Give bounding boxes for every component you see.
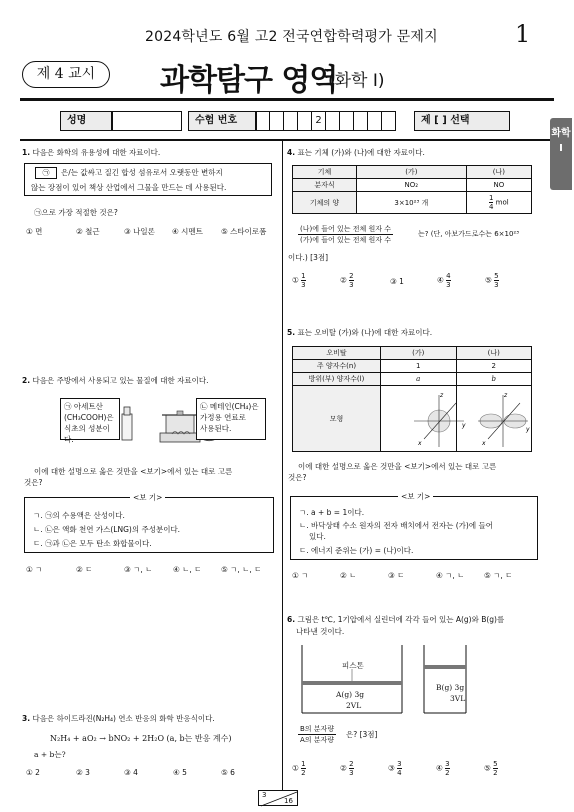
q5-table-cell: b bbox=[456, 373, 532, 386]
q5-bogi-title: <보 기> bbox=[398, 491, 433, 502]
header-divider bbox=[20, 98, 554, 101]
q1-option[interactable]: ⑤ 스타이로폼 bbox=[221, 227, 267, 236]
axis-y-label: y bbox=[526, 426, 530, 433]
q4-table-cell: 3×10²³ 개 bbox=[357, 192, 467, 214]
q6-question-tail: 은? [3점] bbox=[346, 730, 378, 739]
q6-option[interactable] bbox=[388, 760, 402, 777]
option-marker: ② bbox=[340, 275, 347, 285]
q3-question: a + b는? bbox=[34, 750, 66, 759]
subject-side-tab: 화학 Ⅰ bbox=[550, 118, 572, 190]
q2-question: 이에 대한 설명으로 옳은 것만을 <보기>에서 있는 대로 고른 bbox=[34, 467, 233, 476]
q2-right-line: ㉡ 메테인(CH₄)은 bbox=[200, 402, 259, 411]
q5-question: 이에 대한 설명으로 옳은 것만을 <보기>에서 있는 대로 고른 bbox=[298, 462, 497, 471]
q1-stem: 1. 다음은 화학의 유용성에 대한 자료이다. bbox=[22, 148, 161, 157]
exam-digit-box[interactable] bbox=[326, 111, 340, 131]
q5-question: 것은? bbox=[288, 473, 307, 482]
q4-option[interactable] bbox=[437, 272, 451, 289]
q4-table-cell: NO bbox=[466, 179, 531, 192]
q2-left-line: (CH₃COOH)은 bbox=[64, 413, 114, 422]
frac-den: 3 bbox=[349, 769, 354, 777]
q6-fraction-num: B의 분자량 bbox=[300, 725, 335, 733]
frac-num: 3 bbox=[397, 760, 402, 768]
exam-digit-box[interactable] bbox=[382, 111, 396, 131]
q2-bogi-title: <보 기> bbox=[130, 492, 165, 503]
q3-option[interactable]: ① 2 bbox=[26, 768, 40, 777]
frac-num: 4 bbox=[446, 272, 451, 280]
q5-table-cell: a bbox=[381, 373, 457, 386]
q4-table-cell: NO₂ bbox=[357, 179, 467, 192]
q1-question: ㉠으로 가장 적절한 것은? bbox=[34, 208, 118, 217]
q1-option[interactable]: ① 면 bbox=[26, 227, 43, 236]
name-label: 성명 bbox=[60, 111, 112, 131]
page-number: 1 bbox=[515, 20, 531, 48]
q2-bogi-item: ㄴ. ㉡은 액화 천연 가스(LNG)의 주성분이다. bbox=[33, 525, 181, 534]
q2-question: 것은? bbox=[24, 478, 43, 487]
q1-option[interactable]: ④ 시멘트 bbox=[172, 227, 203, 236]
gas-a-volume: 2VL bbox=[346, 701, 362, 710]
frac-num: 3 bbox=[445, 760, 450, 768]
exam-digit-box[interactable] bbox=[284, 111, 298, 131]
q4-option[interactable]: ③ 1 bbox=[390, 277, 404, 286]
subject-subtitle: (화학 Ⅰ) bbox=[328, 71, 385, 91]
q5-option[interactable]: ① ㄱ bbox=[292, 571, 309, 580]
axis-x-label: x bbox=[418, 440, 422, 447]
q3-equation: N₂H₄ + aO₂ → bNO₂ + 2H₂O (a, b는 반응 계수) bbox=[50, 734, 232, 743]
exam-digit-box[interactable] bbox=[368, 111, 382, 131]
q5-bogi-item: ㄱ. a + b = 1이다. bbox=[299, 508, 365, 517]
q5-bogi-item: ㄴ. 바닥상태 수소 원자의 전자 배치에서 전자는 (가)에 들어 bbox=[299, 521, 493, 530]
q4-frac-den: 4 bbox=[488, 203, 494, 211]
frac-den: 3 bbox=[301, 281, 306, 289]
q4-option[interactable] bbox=[292, 272, 306, 289]
info-divider bbox=[20, 139, 554, 141]
q2-option[interactable]: ③ ㄱ, ㄴ bbox=[124, 565, 153, 574]
q4-fraction-num: (나)에 들어 있는 전체 원자 수 bbox=[300, 225, 391, 233]
q4-option[interactable] bbox=[485, 272, 499, 289]
q6-stem: 나타낸 것이다. bbox=[296, 627, 345, 636]
frac-den: 2 bbox=[445, 769, 450, 777]
q2-option[interactable]: ① ㄱ bbox=[26, 565, 43, 574]
axis-z-label: z bbox=[440, 392, 444, 399]
q2-right-line: 사용된다. bbox=[200, 424, 232, 433]
q1-passage-line: 은/는 값싸고 질긴 합성 섬유로서 오랫동안 변하지 bbox=[61, 168, 223, 177]
q1-passage-box bbox=[24, 163, 272, 196]
q4-question-tail: 는? (단, 아보가드로수는 6×10²³ bbox=[418, 230, 520, 238]
q3-stem: 3. 다음은 하이드라진(N₂H₄) 연소 반응의 화학 반응식이다. bbox=[22, 714, 215, 723]
exam-digit-box[interactable] bbox=[256, 111, 270, 131]
frac-den: 2 bbox=[493, 769, 498, 777]
q2-left-box bbox=[60, 398, 120, 444]
q5-option[interactable]: ② ㄴ bbox=[340, 571, 357, 580]
option-marker: ③ bbox=[388, 763, 395, 773]
q2-stem: 2. 다음은 주방에서 사용되고 있는 물질에 대한 자료이다. bbox=[22, 376, 209, 385]
q4-question-tail: 이다.) [3점] bbox=[288, 253, 329, 262]
q1-option[interactable]: ③ 나일론 bbox=[124, 227, 155, 236]
q4-option[interactable] bbox=[340, 272, 354, 289]
q5-bogi-item: 있다. bbox=[309, 532, 326, 541]
q1-passage-line: 않는 장점이 있어 책상 산업에서 그물을 만드는 데 사용된다. bbox=[31, 183, 227, 192]
selection-label: 제 [ ] 선택 bbox=[414, 111, 510, 131]
exam-digit-filled[interactable]: 2 bbox=[312, 111, 326, 131]
option-marker: ⑤ bbox=[485, 275, 492, 285]
q2-right-box bbox=[196, 398, 266, 440]
name-field[interactable] bbox=[112, 111, 182, 131]
q2-option[interactable]: ② ㄷ bbox=[76, 565, 93, 574]
q5-option[interactable]: ④ ㄱ, ㄴ bbox=[436, 571, 465, 580]
q6-stem: 6. 그림은 t℃, 1기압에서 실린더에 각각 들어 있는 A(g)와 B(g)를 bbox=[287, 615, 505, 624]
exam-digit-box[interactable] bbox=[298, 111, 312, 131]
axis-y-label: y bbox=[462, 422, 466, 429]
q3-option[interactable]: ⑤ 6 bbox=[221, 768, 235, 777]
q2-bogi-item: ㄷ. ㉠과 ㉡은 모두 탄소 화합물이다. bbox=[33, 539, 152, 548]
q2-left-line: 식초의 성분이다. bbox=[64, 424, 110, 444]
axis-z-label: z bbox=[504, 392, 508, 399]
q4-table-cell: 기체의 양 bbox=[293, 192, 357, 214]
frac-den: 4 bbox=[397, 769, 402, 777]
frac-den: 3 bbox=[349, 281, 354, 289]
piston-label: 피스톤 bbox=[342, 661, 364, 670]
q5-table-cell: 1 bbox=[381, 360, 457, 373]
option-marker: ② bbox=[340, 763, 347, 773]
q5-bogi-box bbox=[290, 496, 538, 560]
option-marker: ⑤ bbox=[484, 763, 491, 773]
q5-table-cell: 방위(부) 양자수(l) bbox=[293, 373, 381, 386]
session-badge: 제 4 교시 bbox=[22, 61, 110, 88]
gas-a-label: A(g) 3g bbox=[336, 690, 365, 699]
q5-table-cell: 주 양자수(n) bbox=[293, 360, 381, 373]
exam-digit-box[interactable] bbox=[270, 111, 284, 131]
q6-option[interactable] bbox=[436, 760, 450, 777]
q6-option[interactable] bbox=[484, 760, 498, 777]
frac-num: 2 bbox=[349, 760, 354, 768]
q5-option[interactable]: ③ ㄷ bbox=[388, 571, 405, 580]
q5-table-header: (가) bbox=[381, 347, 457, 360]
q1-option[interactable]: ② 철근 bbox=[76, 227, 100, 236]
q5-table-header: (나) bbox=[456, 347, 532, 360]
option-marker: ① bbox=[292, 763, 299, 773]
gas-b-volume: 3VL bbox=[450, 694, 466, 703]
q5-option[interactable]: ⑤ ㄱ, ㄷ bbox=[484, 571, 513, 580]
frac-num: 1 bbox=[301, 760, 306, 768]
q4-table-cell bbox=[466, 192, 531, 214]
exam-digit-box[interactable] bbox=[354, 111, 368, 131]
q3-option[interactable]: ④ 5 bbox=[173, 768, 187, 777]
frac-num: 2 bbox=[349, 272, 354, 280]
frac-den: 3 bbox=[494, 281, 499, 289]
q4-fraction-den: (가)에 들어 있는 전체 원자 수 bbox=[300, 236, 391, 244]
q4-stem: 4. 표는 기체 (가)와 (나)에 대한 자료이다. bbox=[287, 148, 425, 157]
q6-fraction-den: A의 분자량 bbox=[300, 736, 335, 744]
q4-table bbox=[292, 165, 532, 214]
frac-num: 5 bbox=[494, 272, 499, 280]
q1-blank: ㉠ bbox=[35, 167, 57, 179]
total-pages: 16 bbox=[284, 797, 293, 805]
frac-den: 3 bbox=[446, 281, 451, 289]
q4-table-header: (가) bbox=[357, 166, 467, 179]
q3-option[interactable]: ② 3 bbox=[76, 768, 90, 777]
frac-den: 2 bbox=[301, 769, 306, 777]
q6-option[interactable] bbox=[292, 760, 306, 777]
q4-fraction bbox=[298, 224, 393, 245]
q6-fraction bbox=[298, 724, 336, 745]
q5-table-cell: 2 bbox=[456, 360, 532, 373]
q4-table-header: 기체 bbox=[293, 166, 357, 179]
q2-right-line: 가정용 연료로 bbox=[200, 413, 246, 422]
exam-number-label: 수험 번호 bbox=[188, 111, 256, 131]
frac-num: 1 bbox=[301, 272, 306, 280]
q4-table-cell: 분자식 bbox=[293, 179, 357, 192]
column-divider bbox=[282, 141, 283, 791]
q5-table-cell: 모형 bbox=[293, 386, 381, 452]
q4-table-header: (나) bbox=[466, 166, 531, 179]
q2-bogi-item: ㄱ. ㉠의 수용액은 산성이다. bbox=[33, 511, 125, 520]
q6-option[interactable] bbox=[340, 760, 354, 777]
q3-option[interactable]: ③ 4 bbox=[124, 768, 138, 777]
q2-option[interactable]: ⑤ ㄱ, ㄴ, ㄷ bbox=[221, 565, 262, 574]
q2-option[interactable]: ④ ㄴ, ㄷ bbox=[173, 565, 202, 574]
axis-x-label: x bbox=[482, 440, 486, 447]
gas-b-label: B(g) 3g bbox=[436, 683, 465, 692]
cylinder-diagram bbox=[302, 645, 468, 717]
option-marker: ④ bbox=[436, 763, 443, 773]
option-marker: ④ bbox=[437, 275, 444, 285]
q2-bogi-box bbox=[24, 497, 274, 553]
q5-stem: 5. 표는 오비탈 (가)와 (나)에 대한 자료이다. bbox=[287, 328, 433, 337]
q5-bogi-item: ㄷ. 에너지 준위는 (가) = (나)이다. bbox=[299, 546, 414, 555]
subject-title: 과학탐구 영역 bbox=[160, 63, 338, 98]
current-page: 3 bbox=[262, 791, 267, 799]
q4-frac-num: 1 bbox=[488, 194, 494, 202]
q2-left-line: ㉠ 아세트산 bbox=[64, 402, 103, 411]
option-marker: ① bbox=[292, 275, 299, 285]
p-orbital-diagram bbox=[474, 391, 532, 451]
q4-unit: mol bbox=[495, 198, 509, 207]
q5-table-header: 오비탈 bbox=[293, 347, 381, 360]
frac-num: 5 bbox=[493, 760, 498, 768]
page-indicator bbox=[258, 790, 298, 806]
exam-digit-box[interactable] bbox=[340, 111, 354, 131]
s-orbital-diagram bbox=[410, 391, 468, 451]
exam-title: 2024학년도 6월 고2 전국연합학력평가 문제지 bbox=[145, 29, 438, 45]
